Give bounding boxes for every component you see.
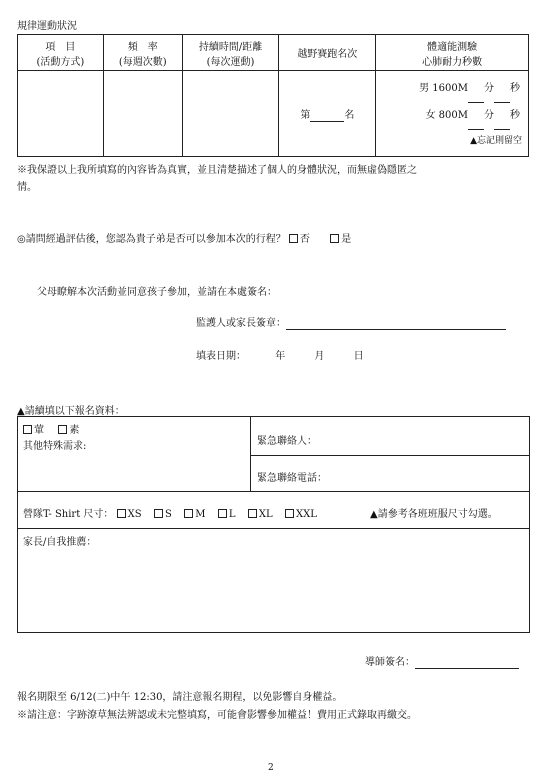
yes-checkbox[interactable] (330, 234, 339, 243)
size-note: ▲請參考各班班服尺寸勾選。 (370, 509, 498, 520)
guardian-signature-field[interactable] (286, 318, 506, 330)
header-rank: 越野賽跑名次 (279, 35, 376, 71)
recommend-label: 家長/自我推薦： (23, 537, 97, 548)
female-sec-blank[interactable] (494, 103, 510, 130)
size-s-checkbox[interactable] (154, 509, 163, 518)
male-1600m-row: 男 1600M 分 秒 (392, 76, 528, 103)
male-min-blank[interactable] (468, 76, 484, 103)
notice-text: ※請注意：字跡潦草無法辨認或未完整填寫，可能會影響參加權益！費用正式錄取再繳交。 (17, 710, 417, 721)
diet-choice: 葷 素 (23, 421, 79, 436)
fill-date-row: 填表日期： 年 月 日 (196, 351, 364, 362)
header-fitness: 體適能測驗 心肺耐力秒數 (376, 35, 529, 71)
forgot-note: ▲忘記則留空 (470, 135, 522, 146)
guarantee-text: ※我保證以上我所填寫的內容皆為真實，並且清楚描述了個人的身體狀況，而無虛偽隱匿之 (17, 165, 417, 176)
teacher-signature-row: 導師簽名： (365, 653, 519, 669)
size-xxl-checkbox[interactable] (285, 509, 294, 518)
guardian-signature-row: 監護人或家長簽章： (196, 314, 506, 330)
guarantee-text-cont: 情。 (17, 182, 37, 193)
exercise-table (17, 34, 529, 157)
parent-consent-text: 父母瞭解本次活動並同意孩子參加，並請在本處簽名： (37, 287, 277, 298)
size-xs-checkbox[interactable] (117, 509, 126, 518)
emergency-phone-label: 緊急聯絡電話： (257, 473, 327, 484)
teacher-signature-field[interactable] (415, 657, 519, 669)
page-number: 2 (268, 763, 274, 773)
size-m-checkbox[interactable] (184, 509, 193, 518)
eligibility-question: ◎請問經過評估後，您認為貴子弟是否可以參加本次的行程？ 否 是 (17, 234, 352, 245)
cell-duration[interactable] (182, 71, 279, 157)
table-header-row (18, 35, 529, 71)
meat-checkbox[interactable] (23, 425, 32, 434)
signup-divider-h (250, 455, 530, 456)
header-frequency: 頻 率 (每週次數) (103, 35, 182, 71)
size-l-checkbox[interactable] (218, 509, 227, 518)
header-item: 項 目 (活動方式) (18, 35, 104, 71)
female-800m-row: 女 800M 分 秒 (392, 103, 528, 130)
male-sec-blank[interactable] (494, 76, 510, 103)
cell-frequency[interactable] (103, 71, 182, 157)
special-needs-label: 其他特殊需求: (23, 441, 87, 452)
header-duration: 持續時間/距離 (每次運動) (182, 35, 279, 71)
table-body-row (18, 71, 529, 157)
veg-checkbox[interactable] (58, 425, 67, 434)
signup-heading: ▲請續填以下報名資料： (17, 406, 125, 417)
signup-divider-v (250, 416, 251, 492)
cell-fitness[interactable] (376, 71, 529, 157)
size-xl-checkbox[interactable] (248, 509, 257, 518)
cell-rank[interactable]: 第 名 (279, 71, 376, 157)
section-title-exercise: 規律運動狀況 (17, 21, 77, 32)
cell-item[interactable] (18, 71, 104, 157)
deadline-text: 報名期限至 6/12(二)中午 12:30，請注意報名期程，以免影響自身權益。 (17, 692, 343, 703)
female-min-blank[interactable] (468, 103, 484, 130)
tshirt-size-row: 營隊T- Shirt 尺寸： XS S M L XL XXL (23, 509, 317, 520)
emergency-contact-label: 緊急聯絡人： (257, 436, 317, 447)
no-checkbox[interactable] (289, 234, 298, 243)
rank-blank[interactable] (310, 110, 344, 122)
